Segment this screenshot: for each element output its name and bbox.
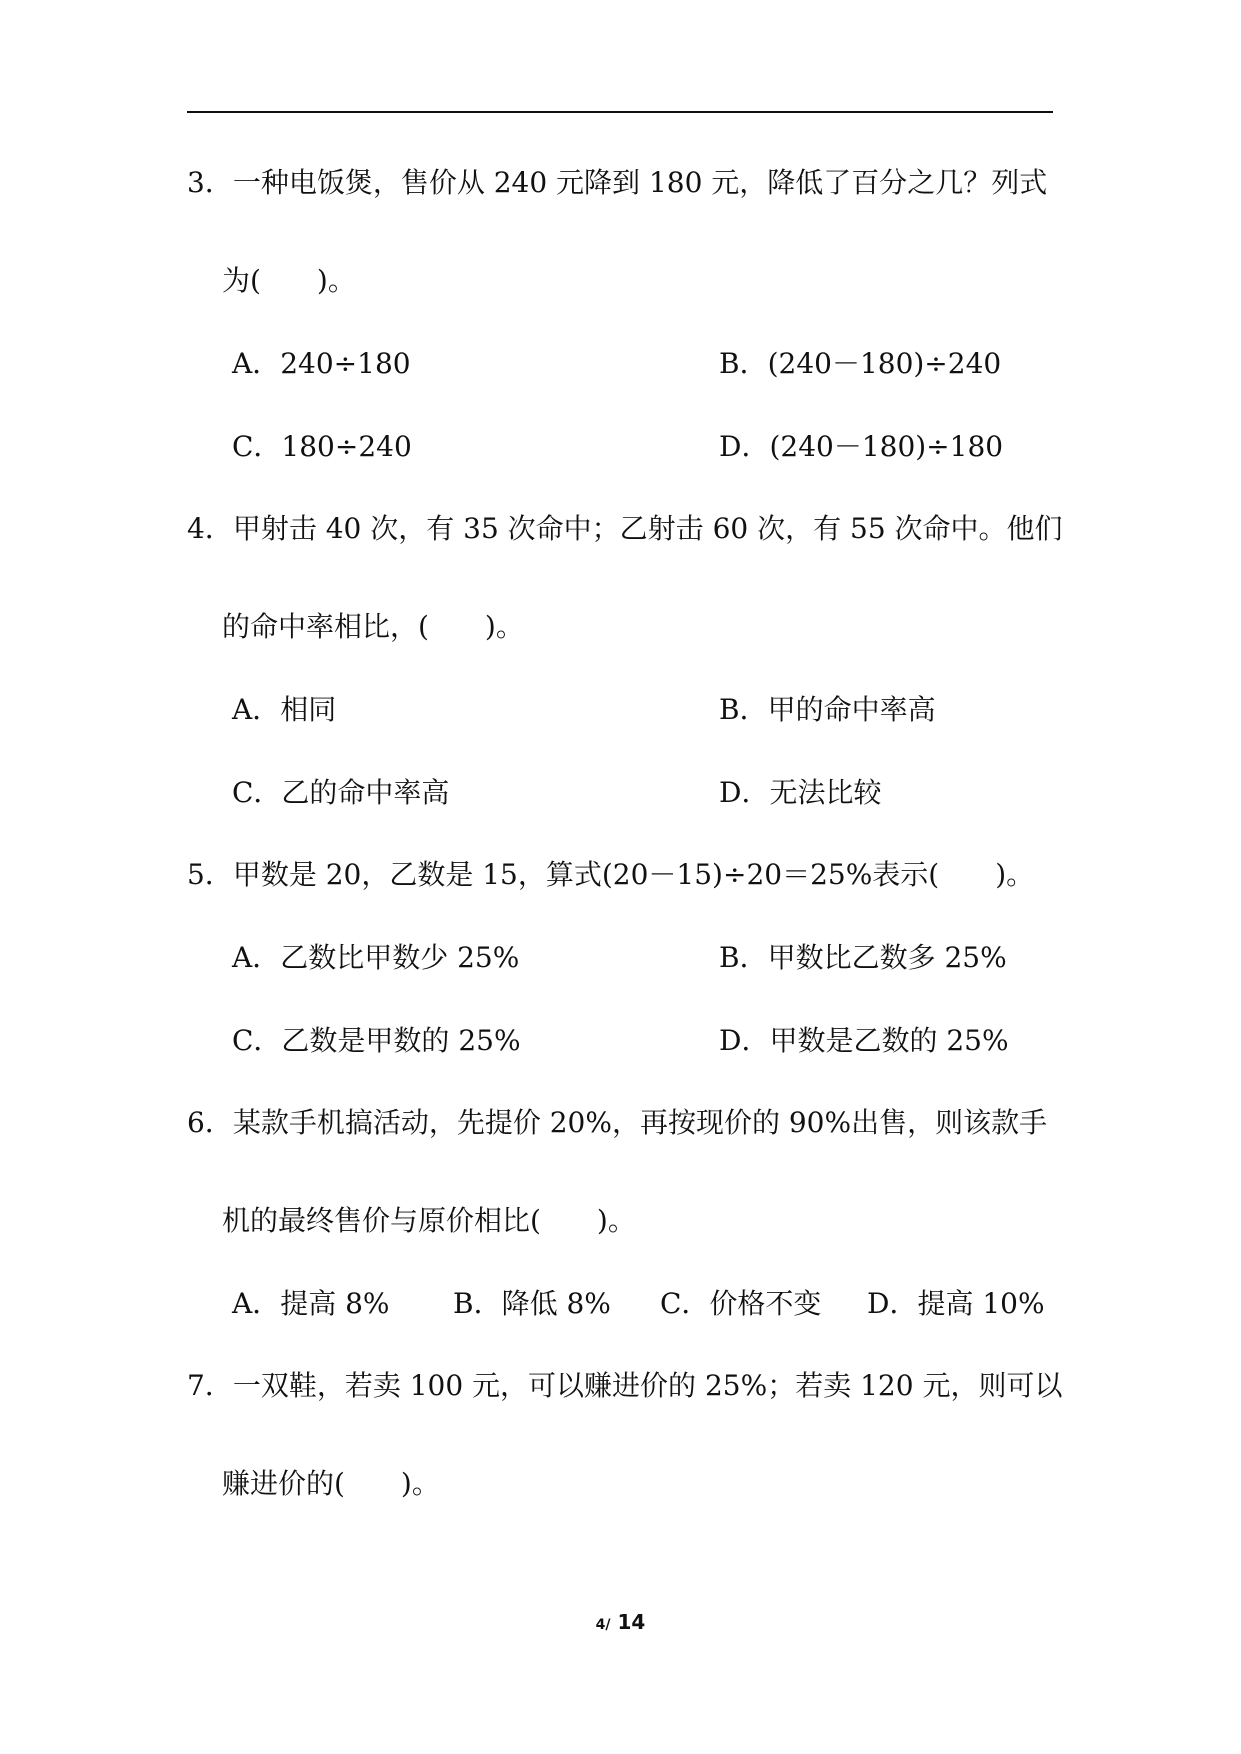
q5-stem-line-1: 5．甲数是 20，乙数是 15，算式(20－15)÷20＝25%表示( )。 [187, 858, 1035, 891]
q4-stem-line-2: 的命中率相比，( )。 [222, 610, 524, 643]
q4-option-c: C．乙的命中率高 [232, 776, 450, 809]
q5-option-c: C．乙数是甲数的 25% [232, 1024, 521, 1057]
q6-stem-line-2: 机的最终售价与原价相比( )。 [222, 1204, 636, 1237]
q3-option-a: A．240÷180 [232, 347, 411, 380]
page-number [0, 1612, 1241, 1632]
q7-stem-line-1: 7．一双鞋，若卖 100 元，可以赚进价的 25%；若卖 120 元，则可以 [187, 1369, 1063, 1402]
q3-option-b: B．(240－180)÷240 [719, 347, 1002, 380]
q5-option-a: A．乙数比甲数少 25% [232, 941, 520, 974]
q3-stem-line-2: 为( )。 [222, 264, 356, 297]
q4-option-b: B．甲的命中率高 [719, 693, 936, 726]
q4-stem-line-1: 4．甲射击 40 次，有 35 次命中；乙射击 60 次，有 55 次命中。他们 [187, 512, 1063, 545]
q4-option-a: A．相同 [232, 693, 337, 726]
q6-option-d: D．提高 10% [867, 1287, 1045, 1320]
q3-option-c: C．180÷240 [232, 430, 412, 463]
q6-option-b: B．降低 8% [453, 1287, 611, 1320]
q6-stem-line-1: 6．某款手机搞活动，先提价 20%，再按现价的 90%出售，则该款手 [187, 1106, 1048, 1139]
q3-option-d: D．(240－180)÷180 [719, 430, 1004, 463]
q5-option-b: B．甲数比乙数多 25% [719, 941, 1007, 974]
q6-option-a: A．提高 8% [232, 1287, 390, 1320]
page-total: 14 [617, 1610, 646, 1634]
q3-stem-line-1: 3．一种电饭煲，售价从 240 元降到 180 元，降低了百分之几？列式 [187, 166, 1048, 199]
q5-option-d: D．甲数是乙数的 25% [719, 1024, 1009, 1057]
q7-stem-line-2: 赚进价的( )。 [222, 1467, 440, 1500]
q6-option-c: C．价格不变 [660, 1287, 822, 1320]
header-rule [187, 111, 1053, 113]
page-current: 4/ [595, 1617, 611, 1633]
q4-option-d: D．无法比较 [719, 776, 882, 809]
